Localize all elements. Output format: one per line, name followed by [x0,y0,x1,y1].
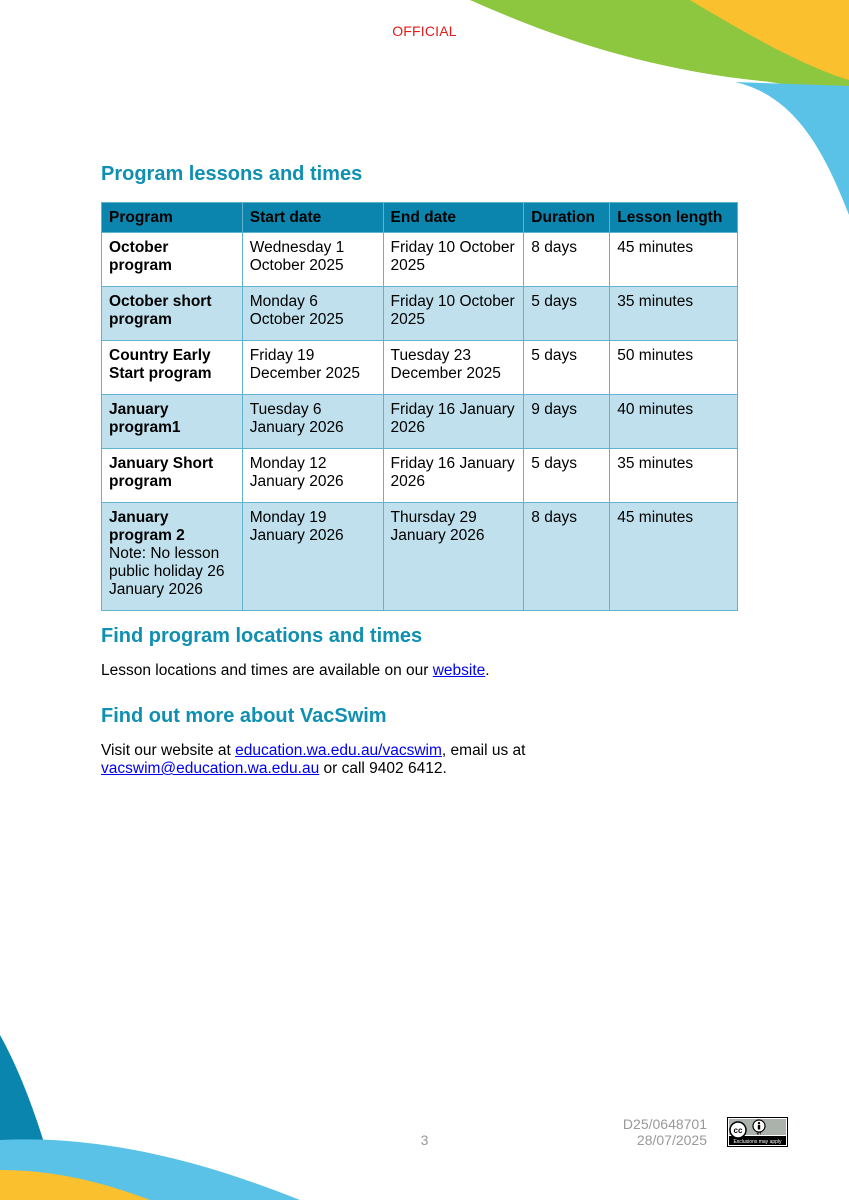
license-note: Exclusions may apply [733,1139,782,1145]
start-date-cell: Friday 19 December 2025 [242,341,383,395]
lesson-length-cell: 35 minutes [610,449,738,503]
lesson-length-cell: 45 minutes [610,233,738,287]
svg-text:BY: BY [756,1131,762,1136]
end-date-cell: Friday 16 January 2026 [383,395,524,449]
lesson-length-cell: 40 minutes [610,395,738,449]
table-row [102,395,738,449]
start-date-cell: Wednesday 1 October 2025 [242,233,383,287]
lesson-length-cell: 45 minutes [610,503,738,611]
program-name: October short program [109,293,212,328]
column-header-lesson-length: Lesson length [610,203,738,233]
program-name: January program 2 [109,509,185,544]
duration-cell: 5 days [524,449,610,503]
email-link[interactable]: vacswim@education.wa.edu.au [101,760,320,777]
contact-text-3: or call 9402 6412. [319,760,447,777]
table-row [102,233,738,287]
end-date-cell: Friday 10 October 2025 [383,287,524,341]
locations-text: Lesson locations and times are available on our [101,662,433,679]
more-heading: Find out more about VacSwim [101,705,387,727]
column-header-duration: Duration [524,203,610,233]
creative-commons-license-icon [727,1117,788,1147]
contact-text-1: Visit our website at [101,742,236,759]
page-number: 3 [420,1132,429,1148]
locations-paragraph [101,662,490,680]
program-cell [102,341,243,395]
duration-cell: 8 days [524,503,610,611]
start-date-cell: Tuesday 6 January 2026 [242,395,383,449]
start-date-cell: Monday 12 January 2026 [242,449,383,503]
program-name: January Short program [109,455,214,490]
end-date-cell: Friday 10 October 2025 [383,233,524,287]
table-header-row [102,203,738,233]
program-cell [102,449,243,503]
program-name: January program1 [109,401,181,436]
svg-text:cc: cc [733,1126,743,1135]
website-link[interactable]: website [432,662,486,679]
program-cell [102,503,243,611]
end-date-cell: Tuesday 23 December 2025 [383,341,524,395]
contact-paragraph [101,742,525,778]
classification-label: OFFICIAL [392,23,457,39]
program-name: Country Early Start program [109,347,212,382]
lesson-length-cell: 35 minutes [610,287,738,341]
column-header-start-date: Start date [242,203,383,233]
table-row [102,449,738,503]
start-date-cell: Monday 6 October 2025 [242,287,383,341]
contact-text-2: , email us at [441,742,526,759]
program-cell [102,287,243,341]
lessons-table [101,202,738,611]
document-number: D25/0648701 [622,1116,707,1132]
locations-heading: Find program locations and times [101,625,423,647]
lesson-length-cell: 50 minutes [610,341,738,395]
program-name: October program [109,239,172,274]
column-header-program: Program [102,203,243,233]
duration-cell: 8 days [524,233,610,287]
column-header-end-date: End date [383,203,524,233]
document-date: 28/07/2025 [636,1132,707,1148]
duration-cell: 9 days [524,395,610,449]
vacswim-website-link[interactable]: education.wa.edu.au/vacswim [235,742,442,759]
duration-cell: 5 days [524,287,610,341]
table-row [102,503,738,611]
duration-cell: 5 days [524,341,610,395]
end-date-cell: Thursday 29 January 2026 [383,503,524,611]
start-date-cell: Monday 19 January 2026 [242,503,383,611]
program-note: Note: No lesson public holiday 26 January 2026 [109,545,225,598]
lessons-heading: Program lessons and times [101,163,363,185]
end-date-cell: Friday 16 January 2026 [383,449,524,503]
program-cell [102,233,243,287]
locations-text-end: . [485,662,490,679]
table-row [102,341,738,395]
table-row [102,287,738,341]
program-cell [102,395,243,449]
